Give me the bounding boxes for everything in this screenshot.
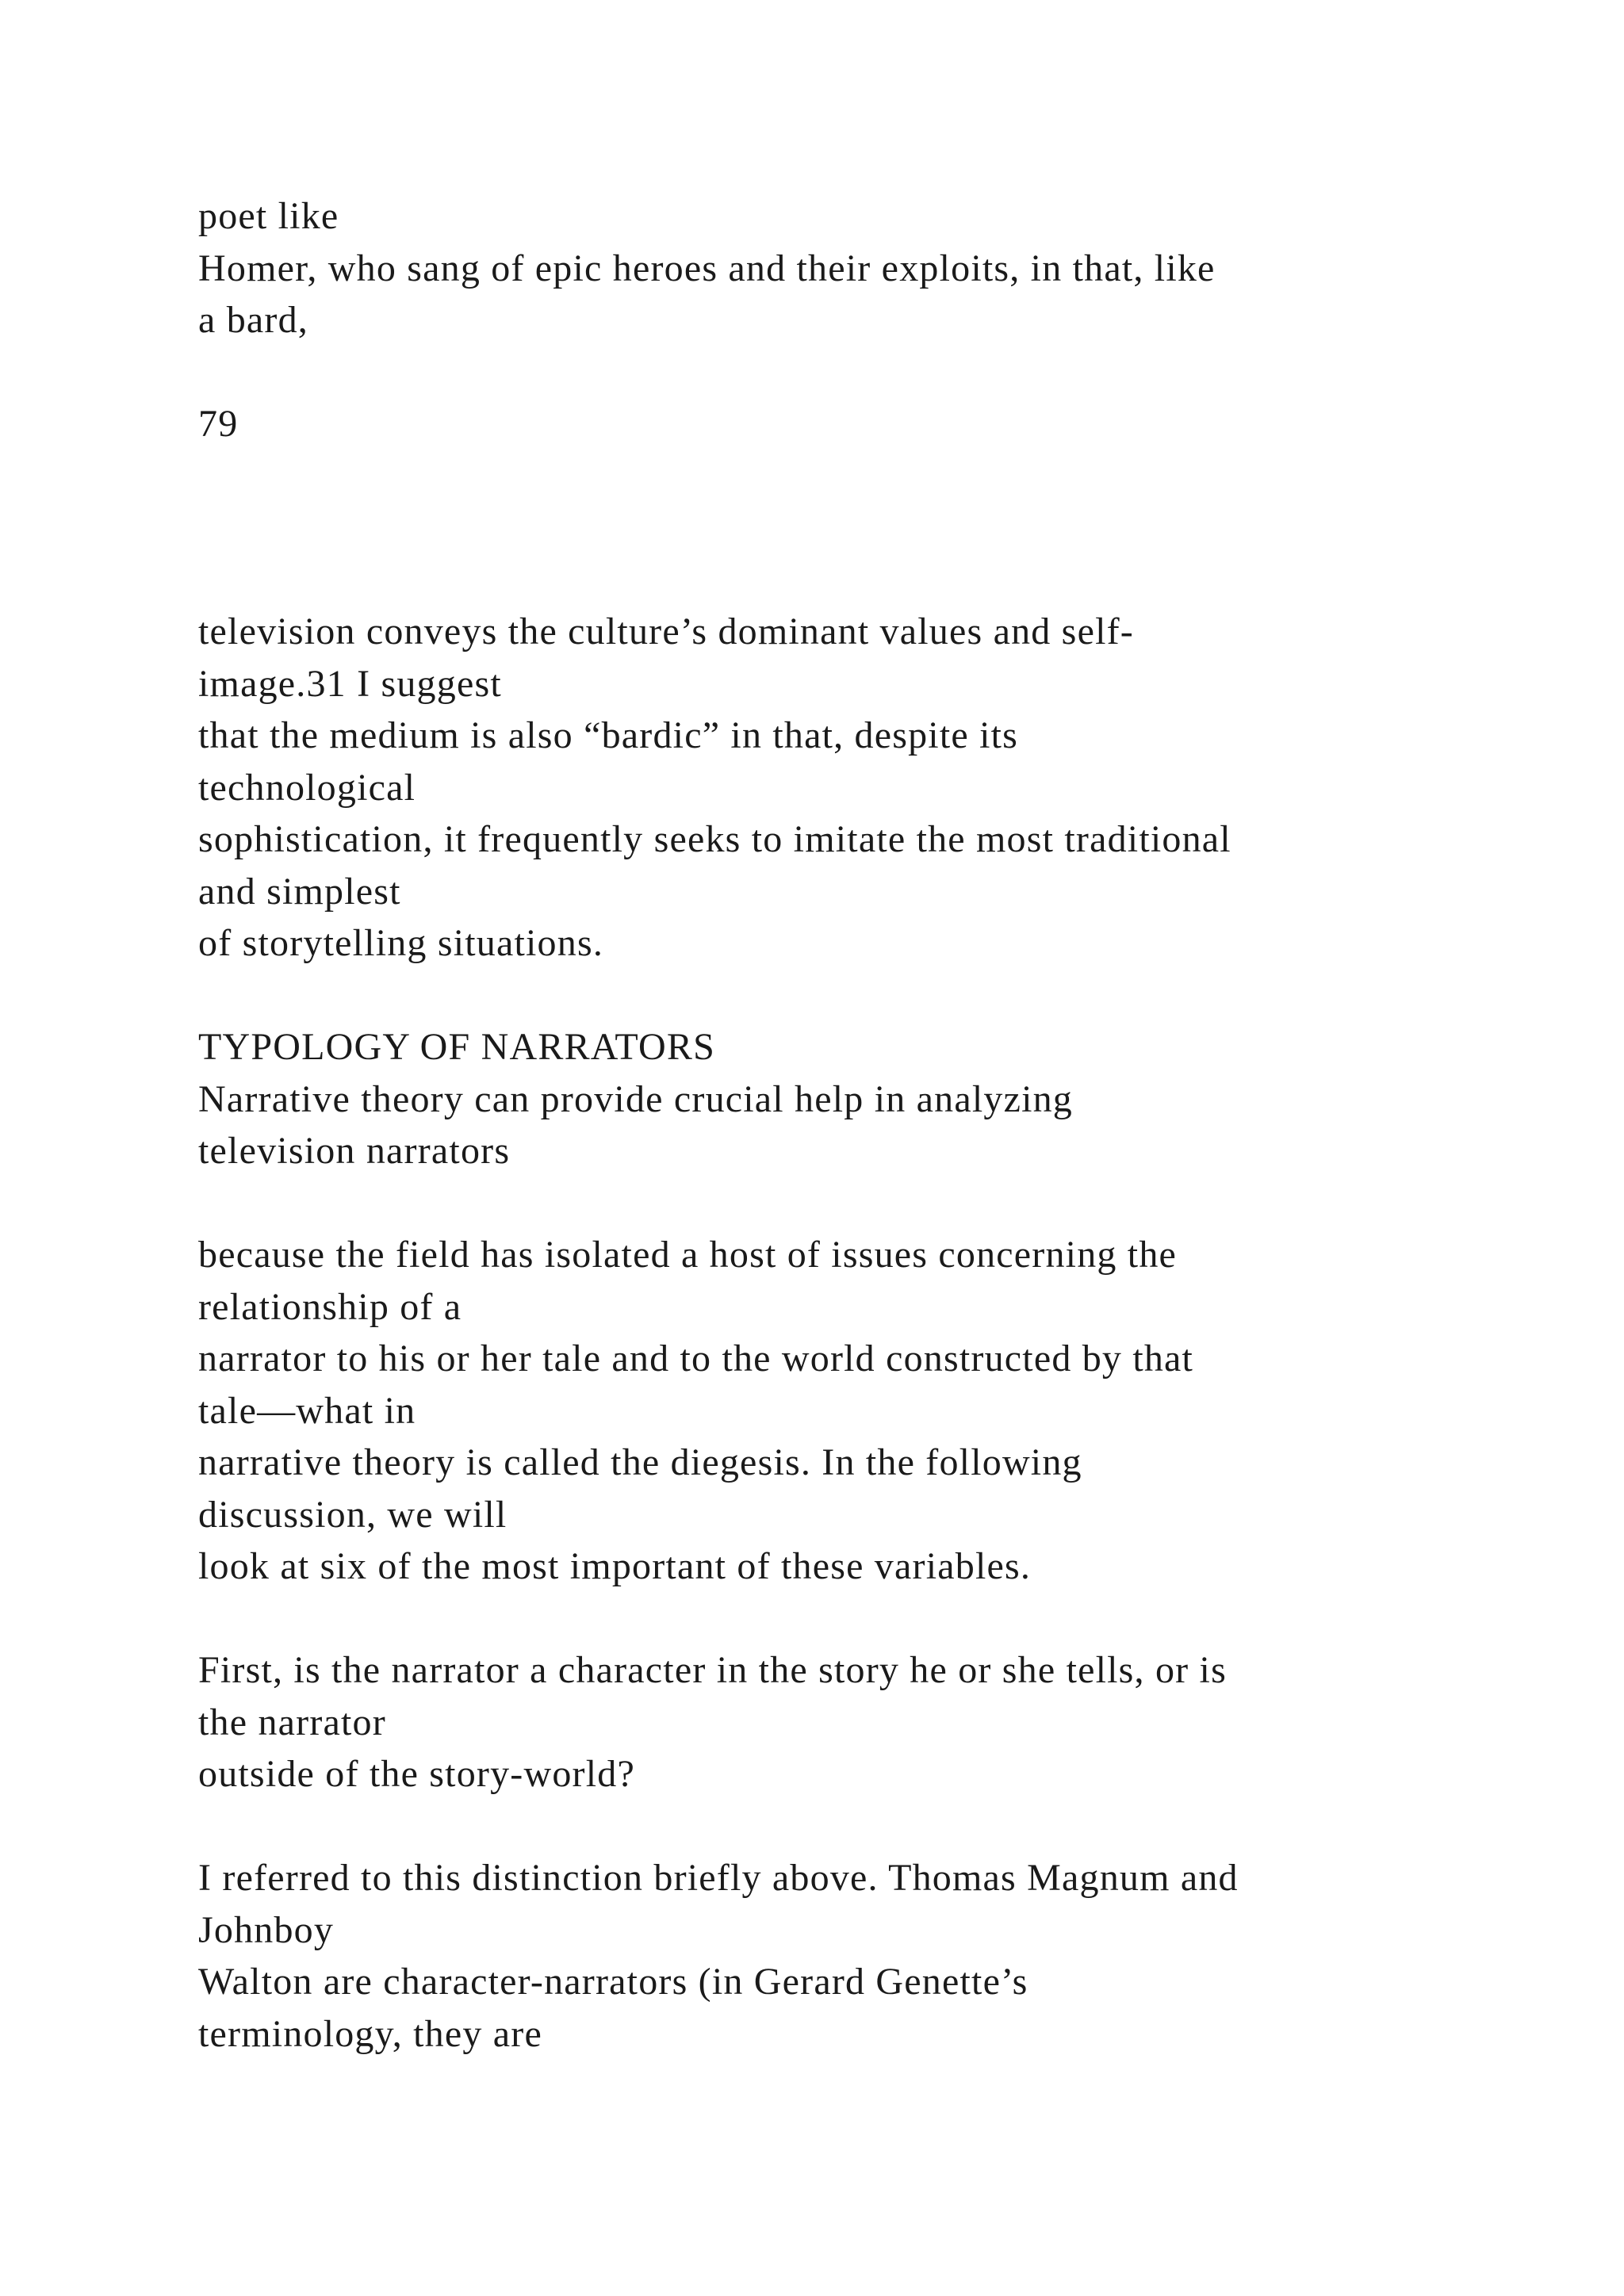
text-line: sophistication, it frequently seeks to imitate the most traditional — [198, 818, 1231, 860]
text-line: Narrative theory can provide crucial help in analyzing — [198, 1077, 1074, 1120]
text-line: of storytelling situations. — [198, 922, 604, 964]
page-number: 79 — [198, 403, 239, 445]
blank-line — [198, 1593, 1546, 1645]
text-line: tale—what in — [198, 1389, 416, 1432]
text-line: I referred to this distinction briefly above. Thomas Magnum and — [198, 1857, 1239, 1899]
text-line: that the medium is also “bardic” in that, despite its — [198, 714, 1019, 756]
text-line: television narrators — [198, 1130, 511, 1172]
text-line: discussion, we will — [198, 1493, 508, 1536]
text-line: terminology, they are — [198, 2012, 542, 2055]
text-line: Johnboy — [198, 1908, 335, 1951]
text-line: because the field has isolated a host of issues concerning the — [198, 1234, 1178, 1276]
text-line: and simplest — [198, 870, 401, 913]
blank-line — [198, 554, 1546, 607]
text-line: television conveys the culture’s dominant values and self- — [198, 610, 1134, 652]
blank-line — [198, 1800, 1546, 1853]
text-line: image.31 I suggest — [198, 662, 502, 705]
text-line: outside of the story-world? — [198, 1753, 635, 1795]
blank-line — [198, 346, 1546, 399]
text-line: poet like — [198, 195, 339, 237]
blank-line — [198, 1177, 1546, 1230]
text-line: Walton are character-narrators (in Gerard Genette’s — [198, 1961, 1028, 2003]
text-line: narrative theory is called the diegesis. In the following — [198, 1441, 1082, 1483]
document-text — [198, 190, 1546, 2060]
text-line: narrator to his or her tale and to the world constructed by that — [198, 1337, 1194, 1380]
blank-line — [198, 970, 1546, 1022]
text-line: look at six of the most important of these variables. — [198, 1545, 1032, 1587]
text-line: the narrator — [198, 1701, 386, 1743]
text-line: technological — [198, 766, 416, 809]
section-heading: TYPOLOGY OF NARRATORS — [198, 1026, 715, 1068]
text-line: Homer, who sang of epic heroes and their exploits, in that, like — [198, 247, 1216, 289]
blank-line — [198, 502, 1546, 554]
text-line: a bard, — [198, 299, 308, 341]
blank-line — [198, 450, 1546, 503]
text-line: First, is the narrator a character in the story he or she tells, or is — [198, 1649, 1227, 1691]
text-line: relationship of a — [198, 1285, 462, 1328]
